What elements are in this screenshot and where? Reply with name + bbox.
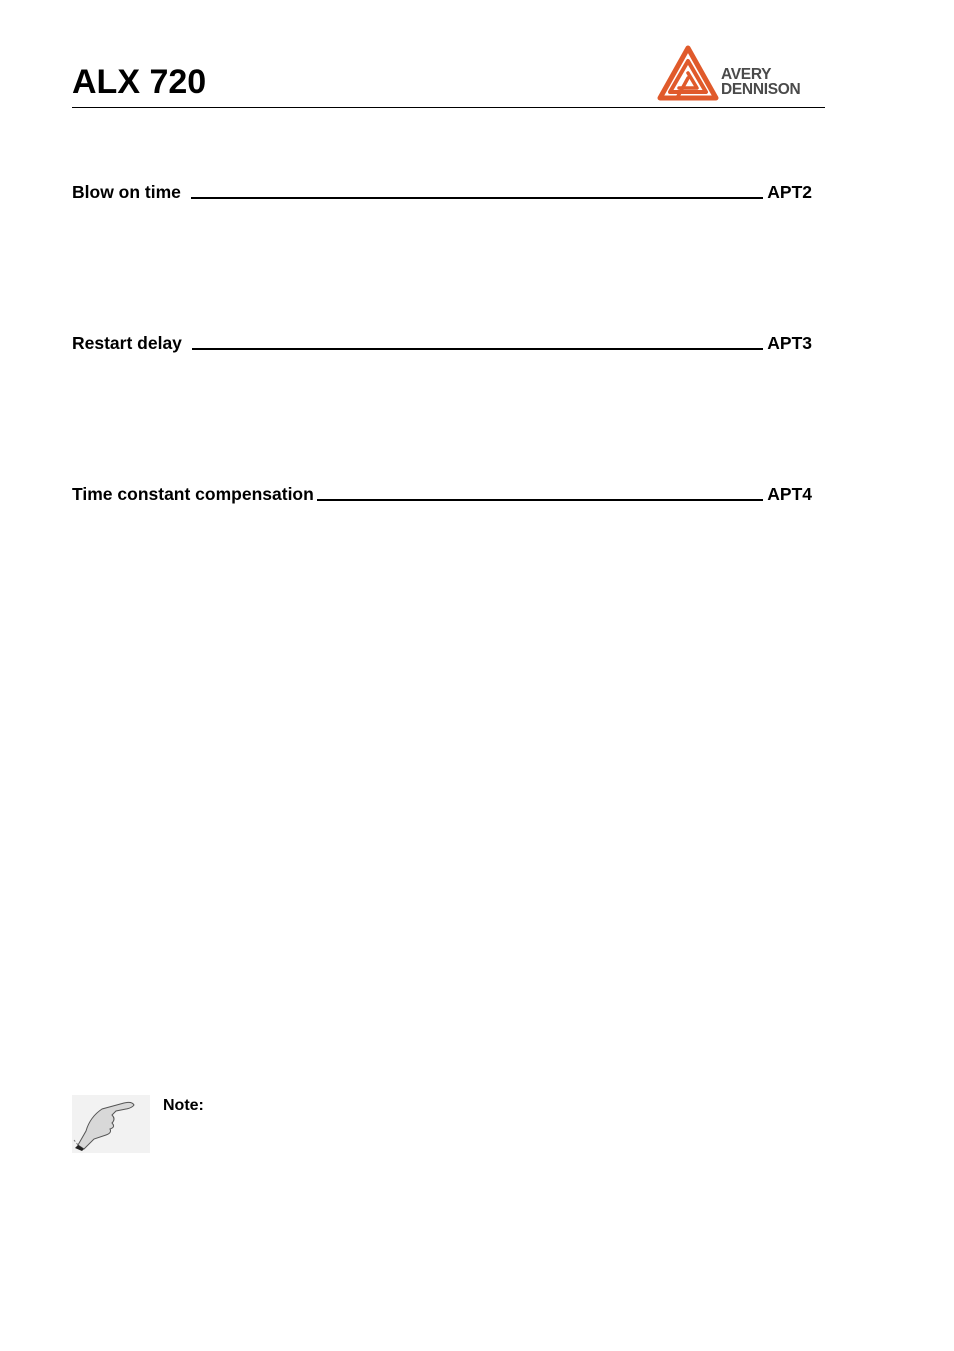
avery-dennison-triangle-icon — [657, 45, 719, 101]
parameter-code: APT4 — [767, 484, 812, 504]
logo-word-dennison: DENNISON — [721, 81, 801, 98]
parameter-label: Time constant compensation — [72, 484, 314, 504]
parameter-code: APT3 — [767, 333, 812, 353]
logo-word-avery: AVERY — [721, 66, 772, 83]
parameter-row-time-constant-compensation — [72, 482, 812, 504]
logo-wordmark — [721, 67, 800, 97]
header-divider — [72, 107, 825, 108]
avery-dennison-logo — [657, 45, 827, 101]
leader-line — [192, 348, 763, 350]
leader-line — [317, 499, 763, 501]
parameter-row-blow-on-time — [72, 180, 812, 202]
document-title: ALX 720 — [72, 63, 207, 101]
note-block — [72, 1095, 372, 1155]
parameter-code: APT2 — [767, 182, 812, 202]
pointing-hand-icon — [72, 1095, 150, 1153]
leader-line — [191, 197, 763, 199]
parameter-label: Blow on time — [72, 182, 181, 202]
parameter-label: Restart delay — [72, 333, 182, 353]
parameter-row-restart-delay — [72, 331, 812, 353]
note-label: Note: — [163, 1097, 204, 1114]
